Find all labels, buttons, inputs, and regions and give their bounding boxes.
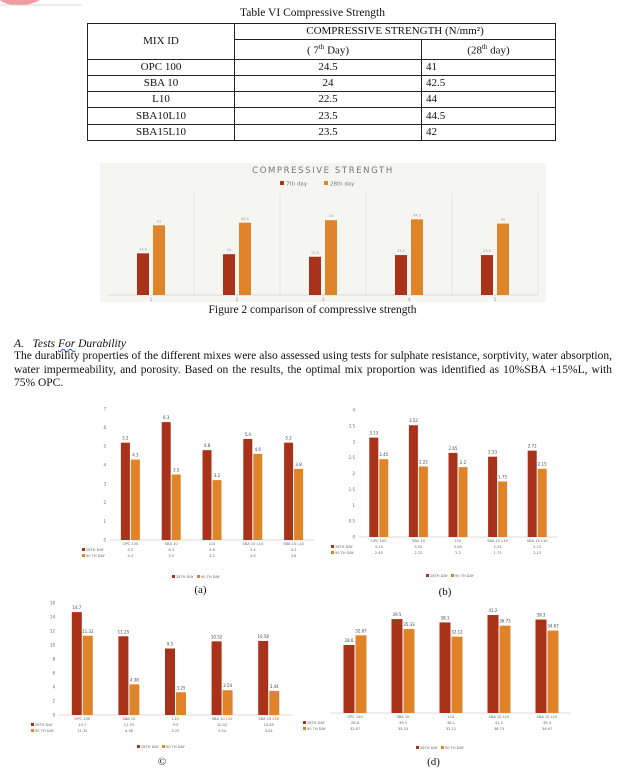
bar: [172, 475, 181, 541]
table-row-label: 90 TH DAY: [35, 729, 54, 733]
bar: [239, 223, 251, 295]
table-cell: 11.32: [77, 729, 88, 733]
data-label: 3.13: [369, 430, 379, 436]
y-tick-label: 3: [352, 439, 355, 445]
compressive-strength-table: [87, 23, 556, 141]
table-cell: 2.45: [374, 551, 383, 555]
table-cell: 2.2: [455, 551, 461, 555]
data-label: 9.5: [166, 641, 174, 647]
table-cell: 6.3: [168, 548, 175, 552]
mix-cell: OPC 100: [88, 59, 235, 75]
y-tick-label: 4: [52, 684, 55, 690]
data-label: 23.5: [483, 249, 491, 254]
data-label: 3.8: [295, 461, 302, 467]
mix-cell: SBA10L10: [88, 108, 235, 124]
table-cell: 9.5: [172, 723, 179, 727]
data-label: 2.53: [488, 449, 498, 455]
data-label: 2.72: [527, 443, 537, 449]
y-tick-label: 0.5: [348, 518, 355, 524]
table-cell: 4.38: [124, 729, 133, 733]
table-cell: 1.75: [493, 551, 502, 555]
bar: [409, 425, 418, 537]
data-label: 28.6: [344, 637, 354, 643]
table-cell: 39.3: [542, 721, 552, 725]
table-legend-swatch: [31, 723, 34, 726]
legend-label: 90 TH DAY: [201, 575, 220, 579]
data-label: 10.52: [210, 634, 223, 640]
x-tick-label: L10: [172, 717, 179, 721]
table-row: [88, 108, 556, 124]
chart-d-durability: [291, 598, 576, 755]
legend-swatch: [280, 181, 284, 185]
bar: [379, 459, 388, 537]
bar: [449, 453, 458, 537]
table-cell: 36.73: [493, 727, 505, 731]
data-label: 5.4: [244, 431, 251, 437]
data-label: 39.3: [536, 612, 546, 618]
table-row: [88, 92, 556, 108]
header-compressive-strength: COMPRESSIVE STRENGTH (N/mm²): [235, 24, 556, 40]
table-cell: 5.4: [249, 548, 256, 552]
y-tick-label: 6: [103, 425, 106, 431]
section-heading-suffix: Durability: [75, 338, 127, 350]
x-tick-label: SBA 10 L10: [488, 715, 510, 719]
y-tick-label: 4: [103, 462, 106, 468]
chart-b-durability: [331, 397, 559, 580]
data-label: 11.32: [82, 628, 94, 634]
mix-cell: SBA 10: [88, 76, 235, 92]
y-tick-label: 5: [103, 443, 106, 449]
bar: [369, 438, 378, 537]
data-label: 3.2: [213, 473, 221, 479]
x-tick-label: 2: [235, 298, 239, 302]
bar: [83, 636, 93, 715]
data-label: 34.67: [547, 623, 559, 629]
bar: [392, 619, 403, 713]
legend-swatch: [162, 745, 165, 748]
table-cell: 4.8: [209, 548, 215, 552]
table-legend-swatch: [31, 729, 34, 732]
x-tick-label: OPC 100: [74, 717, 91, 721]
legend-swatch: [197, 575, 200, 578]
bar: [452, 637, 463, 713]
x-tick-label: OPC 100: [371, 539, 387, 543]
strength-28-cell: 42.5: [422, 76, 556, 92]
y-tick-label: 2.5: [348, 455, 355, 461]
legend-label: 7th day: [286, 181, 308, 188]
bar: [538, 469, 547, 537]
subheader-7th-day: ( 7th Day): [235, 40, 422, 60]
legend-swatch: [137, 745, 140, 748]
y-tick-label: 0: [103, 537, 106, 543]
data-label: 2.65: [448, 445, 458, 451]
legend-swatch: [426, 574, 429, 577]
bar: [440, 622, 451, 713]
table-cell: 10.52: [216, 723, 228, 727]
bar: [258, 641, 268, 715]
data-label: 44: [328, 214, 334, 219]
bar: [500, 626, 511, 713]
y-tick-label: 2: [352, 471, 355, 476]
table-cell: 32.67: [349, 727, 361, 731]
table-cell: 35.33: [397, 727, 409, 731]
data-label: 22.5: [311, 250, 319, 255]
bar: [118, 636, 128, 715]
legend-label: 28TH DAY: [141, 745, 159, 749]
bar: [253, 454, 262, 540]
data-label: 3.25: [176, 685, 186, 691]
bar: [481, 255, 493, 295]
data-label: 2.22: [418, 459, 428, 465]
x-tick-label: 5: [493, 298, 497, 302]
y-tick-label: 8: [52, 656, 55, 662]
table-cell: 4.3: [127, 554, 134, 558]
bar: [213, 480, 222, 540]
section-heading-for: For: [58, 338, 76, 350]
x-tick-label: SBA 10: [396, 715, 410, 719]
table-cell: 3.44: [264, 729, 273, 733]
y-tick-label: 2: [103, 500, 106, 506]
x-tick-label: 3: [321, 298, 325, 302]
table-cell: 2.53: [493, 545, 502, 549]
y-tick-label: 0: [352, 534, 355, 540]
data-label: 2.2: [459, 460, 467, 466]
table-cell: 3.25: [171, 729, 180, 733]
bar: [223, 254, 235, 295]
data-label: 3.44: [269, 683, 279, 689]
bar: [419, 467, 428, 537]
bar: [411, 219, 423, 295]
data-label: 14.7: [72, 605, 82, 611]
table-cell: 2.22: [414, 551, 423, 555]
y-tick-label: 6: [52, 670, 55, 676]
bar: [284, 443, 293, 540]
x-tick-label: 1: [149, 298, 153, 302]
table-cell: 3.54: [218, 729, 227, 733]
y-tick-label: 12: [49, 628, 55, 634]
data-label: 4.8: [203, 443, 211, 449]
bar: [176, 692, 186, 715]
bar: [395, 255, 407, 295]
x-tick-label: L10: [447, 715, 455, 719]
x-tick-label: 4: [407, 298, 411, 302]
table-row-label: 90 TH DAY: [307, 727, 326, 731]
x-tick-label: OPC 100: [347, 715, 363, 719]
y-tick-label: 0: [52, 712, 55, 718]
table-row-label: 28TH DAY: [86, 548, 104, 552]
y-tick-label: 10: [49, 642, 55, 648]
table-cell: 34.67: [541, 727, 553, 731]
figure-2-caption: Figure 2 comparison of compressive strength: [208, 304, 417, 316]
data-label: 6.3: [163, 415, 170, 421]
data-label: 2.45: [379, 452, 389, 458]
data-label: 36.73: [499, 618, 511, 624]
table-legend-swatch: [303, 721, 306, 724]
bar: [162, 422, 171, 540]
chart-a-durability: [82, 398, 319, 580]
strength-28-cell: 44: [422, 92, 556, 108]
chart-background: [100, 163, 546, 302]
y-tick-label: 4: [352, 407, 355, 413]
table-row-label: 90 TH DAY: [86, 554, 105, 558]
strength-7-cell: 24: [235, 76, 422, 92]
table-cell: 3.52: [414, 545, 423, 549]
chart-c-label: ©: [157, 756, 167, 768]
data-label: 23.5: [397, 249, 405, 254]
data-label: 3.52: [408, 418, 418, 424]
data-label: 11.25: [117, 629, 130, 635]
x-tick-label: L10: [208, 542, 216, 546]
mix-cell: L10: [88, 92, 235, 108]
data-label: 3.5: [173, 467, 180, 473]
bar: [137, 253, 149, 295]
strength-7-cell: 23.5: [235, 124, 422, 140]
data-label: 41: [156, 219, 162, 224]
table-cell: 14.7: [78, 723, 87, 727]
table-cell: 5.2: [290, 548, 297, 552]
bar: [243, 439, 252, 540]
table-title: Table VI Compressive Strength: [240, 7, 385, 19]
bar: [498, 481, 507, 537]
data-label: 42.5: [241, 216, 249, 221]
chart-title: COMPRESSIVE STRENGTH: [252, 166, 394, 176]
figure-2-compressive-strength-chart: [100, 163, 546, 302]
x-tick-label: SBA 15 L10: [258, 717, 280, 721]
y-tick-label: 1: [352, 502, 355, 508]
section-heading-prefix: A. Tests: [14, 338, 58, 350]
legend-label: 28th day: [330, 181, 355, 188]
bar: [153, 225, 165, 295]
data-label: 5.2: [285, 435, 292, 441]
legend-swatch: [324, 181, 328, 185]
bar: [536, 620, 547, 713]
table-cell: 3.2: [209, 554, 215, 558]
table-legend-swatch: [331, 551, 334, 554]
legend-label: 90 TH DAY: [455, 574, 474, 578]
legend-label: 28TH DAY: [176, 575, 194, 579]
chart-d-label: (d): [427, 756, 440, 768]
bar: [131, 460, 140, 540]
table-cell: 5.2: [127, 548, 134, 552]
strength-28-cell: 44.5: [422, 108, 556, 124]
data-label: 1.75: [498, 474, 508, 480]
decorative-corner-mark: [0, 0, 82, 6]
table-cell: 38.1: [446, 721, 456, 725]
table-legend-swatch: [82, 548, 85, 551]
table-cell: 41.2: [494, 721, 504, 725]
x-tick-label: SBA 10: [122, 717, 136, 721]
legend-swatch: [172, 575, 175, 578]
strength-28-cell: 42: [422, 124, 556, 140]
header-mix-id: MIX ID: [88, 24, 235, 60]
table-cell: 32.12: [445, 727, 457, 731]
table-row: [88, 76, 556, 92]
data-label: 10.58: [257, 633, 269, 639]
x-tick-label: SBA 10 L10: [487, 539, 508, 543]
x-tick-label: SBA 10: [411, 539, 425, 543]
table-row: [88, 124, 556, 140]
chart-c-durability: [27, 597, 297, 752]
legend-label: 90 TH DAY: [445, 746, 464, 750]
table-cell: 2.72: [533, 545, 542, 549]
data-label: 4.38: [129, 677, 139, 683]
data-label: 24.5: [139, 247, 147, 252]
table-legend-swatch: [303, 727, 306, 730]
bar: [121, 443, 130, 540]
chart-b-label: (b): [438, 586, 452, 598]
bar: [325, 220, 337, 295]
bar: [269, 691, 279, 715]
bar: [356, 635, 367, 713]
y-tick-label: 1: [103, 518, 106, 524]
table-cell: 4.6: [249, 554, 256, 558]
data-label: 32.12: [451, 629, 463, 635]
y-tick-label: 1.5: [348, 486, 355, 492]
bar: [528, 451, 537, 537]
x-tick-label: SBA 10: [164, 542, 178, 546]
mix-cell: SBA15L10: [88, 124, 235, 140]
chart-a-label: (a): [194, 584, 207, 596]
table-cell: 39.5: [398, 721, 408, 725]
bar: [488, 615, 499, 713]
table-cell: 3.5: [168, 554, 175, 558]
legend-label: 28TH DAY: [430, 574, 448, 578]
subheader-28th-day: (28th day): [422, 40, 556, 60]
table-row: [88, 59, 556, 75]
table-row-label: 28TH DAY: [35, 723, 53, 727]
bar: [344, 645, 355, 713]
durability-paragraph: The durability properties of the different mixes were also assessed using tests for sulphate resistance, sorptivity, water absorption, water impermeability, and porosity. Based on the results, the optimal mix proportion was identified as 10%SBA +15%L, with 75% OPC.: [14, 350, 612, 389]
x-tick-label: SBA 15 L10: [536, 715, 558, 719]
table-cell: 2.15: [533, 551, 542, 555]
bar: [129, 684, 139, 715]
legend-swatch: [451, 574, 454, 577]
table-cell: 28.6: [350, 721, 360, 725]
table-legend-swatch: [82, 554, 85, 557]
bar: [165, 649, 175, 716]
strength-28-cell: 41: [422, 59, 556, 75]
y-tick-label: 16: [49, 600, 55, 606]
data-label: 4.3: [132, 452, 139, 458]
table-cell: 11.25: [123, 723, 135, 727]
strength-7-cell: 23.5: [235, 108, 422, 124]
bar: [72, 612, 82, 715]
x-tick-label: L10: [454, 539, 462, 543]
legend-swatch: [441, 746, 444, 749]
data-label: 4.6: [254, 446, 261, 452]
data-label: 41.2: [488, 608, 498, 614]
table-row-label: 28TH DAY: [307, 721, 325, 725]
strength-7-cell: 24.5: [235, 59, 422, 75]
bar: [309, 257, 321, 295]
x-tick-label: OPC 100: [122, 542, 139, 546]
table-cell: 3.8: [290, 554, 297, 558]
table-cell: 3.13: [374, 545, 383, 549]
data-label: 38.1: [440, 615, 450, 621]
x-tick-label: SBA 10 L10: [242, 542, 264, 546]
data-label: 44.5: [413, 213, 421, 218]
data-label: 3.54: [223, 683, 233, 689]
data-label: 2.15: [537, 461, 547, 467]
bar: [488, 457, 497, 537]
x-tick-label: SBA 10 L10: [211, 717, 233, 721]
table-legend-swatch: [331, 545, 334, 548]
bar: [459, 467, 468, 537]
bar: [223, 690, 233, 715]
legend-swatch: [416, 746, 419, 749]
table-cell: 10.58: [263, 723, 274, 727]
table-row-label: 28TH DAY: [335, 545, 353, 549]
bar: [203, 450, 212, 540]
strength-7-cell: 22.5: [235, 92, 422, 108]
x-tick-label: SBA 15 L10: [283, 542, 304, 546]
bar: [497, 224, 509, 295]
legend-label: 28TH DAY: [420, 746, 438, 750]
y-tick-label: 3.5: [348, 423, 355, 429]
table-row-label: 90 TH DAY: [335, 551, 354, 555]
legend-label: 90 TH DAY: [166, 745, 185, 749]
bar: [548, 631, 559, 713]
bar: [294, 469, 303, 540]
bar: [404, 629, 415, 713]
data-label: 5.2: [122, 435, 129, 441]
data-label: 32.67: [355, 628, 367, 634]
bar: [212, 641, 222, 715]
data-label: 35.33: [403, 621, 415, 627]
table-cell: 2.65: [453, 545, 463, 549]
y-tick-label: 14: [49, 614, 55, 620]
y-tick-label: 7: [103, 406, 106, 412]
data-label: 24: [226, 248, 232, 253]
data-label: 39.5: [392, 612, 402, 618]
data-label: 42: [500, 217, 506, 222]
section-heading: [14, 338, 126, 350]
y-tick-label: 2: [52, 698, 55, 704]
y-tick-label: 3: [103, 481, 106, 487]
x-tick-label: SBA 15 L10: [526, 539, 548, 543]
